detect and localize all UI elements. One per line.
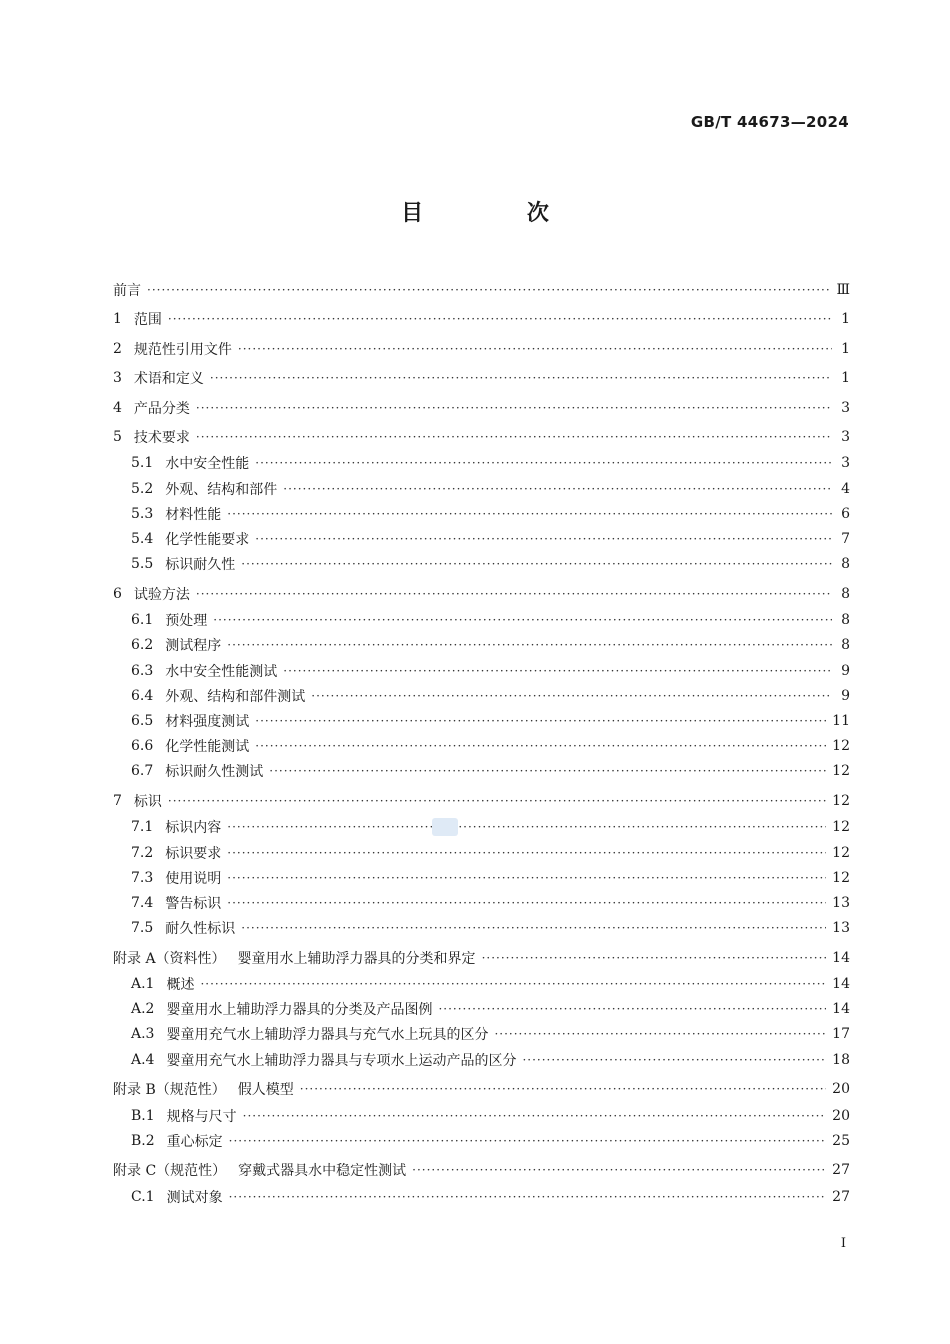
toc-dot-leader <box>196 587 832 601</box>
standard-code: GB/T 44673—2024 <box>690 113 849 131</box>
toc-dot-leader <box>438 1002 826 1016</box>
toc-entry-title: 试验方法 <box>133 587 190 603</box>
toc-dot-leader <box>482 951 827 965</box>
toc-entry-title: 化学性能要求 <box>165 532 250 548</box>
toc-entry-title: 假人模型 <box>237 1082 294 1098</box>
toc-entry-page: 1 <box>841 341 850 357</box>
toc-entry-title: 外观、结构和部件 <box>165 482 278 498</box>
toc-entry-title: 标识内容 <box>165 820 222 836</box>
toc-entry-number: 1 <box>113 311 122 327</box>
toc-dot-leader <box>227 896 826 910</box>
toc-entry-number: 2 <box>113 341 122 357</box>
toc-entry-number: 5.4 <box>131 531 154 547</box>
toc-entry[interactable] <box>131 528 850 550</box>
toc-entry-title: 技术要求 <box>133 430 190 446</box>
toc-entry-number: 7.4 <box>131 895 154 911</box>
toc-entry-title: 穿戴式器具水中稳定性测试 <box>238 1163 407 1179</box>
toc-entry-title: 水中安全性能 <box>165 456 250 472</box>
toc-entry-number: 3 <box>113 370 122 386</box>
toc-entry-number: C.1 <box>131 1189 155 1205</box>
watermark-logo <box>432 818 458 836</box>
toc-entry[interactable] <box>131 478 850 500</box>
toc-dot-leader <box>243 1109 827 1123</box>
toc-entry-title: 范围 <box>133 312 162 328</box>
toc-entry[interactable] <box>113 1159 850 1181</box>
toc-entry-page: 8 <box>841 637 850 653</box>
toc-entry-page: 14 <box>832 1001 850 1017</box>
toc-entry-number: 附录 B（规范性） <box>113 1082 226 1098</box>
toc-entry[interactable] <box>131 917 850 939</box>
toc-dot-leader <box>227 507 832 521</box>
toc-entry[interactable] <box>113 338 850 360</box>
toc-entry-title: 耐久性标识 <box>165 921 236 937</box>
toc-entry-page: 12 <box>832 819 850 835</box>
toc-dot-leader <box>227 871 826 885</box>
toc-entry-page: 8 <box>841 556 850 572</box>
toc-entry-page: 12 <box>832 763 850 779</box>
toc-entry-page: 20 <box>832 1108 850 1124</box>
toc-entry-number: A.3 <box>131 1026 155 1042</box>
toc-dot-leader <box>412 1163 826 1177</box>
toc-entry-page: 9 <box>841 688 850 704</box>
toc-entry[interactable] <box>131 1130 850 1152</box>
toc-dot-leader <box>227 820 826 834</box>
toc-entry[interactable] <box>131 1023 850 1045</box>
toc-dot-leader <box>200 977 826 991</box>
toc-entry-number: 6.5 <box>131 713 154 729</box>
toc-entry-page: 13 <box>832 895 850 911</box>
toc-dot-leader <box>241 921 826 935</box>
toc-entry[interactable] <box>131 609 850 631</box>
toc-entry-number: A.2 <box>131 1001 155 1017</box>
toc-entry-title: 婴童用水上辅助浮力器具的分类及产品图例 <box>166 1002 433 1018</box>
toc-entry-number: B.1 <box>131 1108 155 1124</box>
toc-dot-leader <box>522 1053 826 1067</box>
toc-entry-title: 水中安全性能测试 <box>165 664 278 680</box>
toc-dot-leader <box>283 664 832 678</box>
toc-entry-page: 1 <box>841 311 850 327</box>
toc-entry[interactable] <box>113 947 850 969</box>
toc-dot-leader <box>241 557 832 571</box>
toc-dot-leader <box>238 342 832 356</box>
toc-entry-page: 3 <box>841 400 850 416</box>
toc-entry-title: 外观、结构和部件测试 <box>165 689 306 705</box>
toc-entry-number: 6.1 <box>131 612 154 628</box>
toc-entry-title: 婴童用充气水上辅助浮力器具与专项水上运动产品的区分 <box>166 1053 517 1069</box>
toc-entry-number: 7.3 <box>131 870 154 886</box>
toc-entry[interactable] <box>113 1078 850 1100</box>
toc-entry-title: 测试对象 <box>166 1190 223 1206</box>
toc-dot-leader <box>255 714 826 728</box>
toc-dot-leader <box>255 739 826 753</box>
toc-entry[interactable] <box>131 735 850 757</box>
toc-entry-number: 5.5 <box>131 556 154 572</box>
toc-entry[interactable] <box>113 790 850 812</box>
toc-entry[interactable] <box>131 816 850 838</box>
toc-entry[interactable] <box>131 892 850 914</box>
toc-entry-page: 3 <box>841 429 850 445</box>
toc-entry[interactable] <box>131 452 850 474</box>
toc-entry[interactable] <box>131 1105 850 1127</box>
toc-entry[interactable] <box>113 397 850 419</box>
toc-entry-number: A.1 <box>131 976 155 992</box>
toc-entry-page: 27 <box>832 1189 850 1205</box>
toc-dot-leader <box>227 638 832 652</box>
toc-entry-page: 12 <box>832 738 850 754</box>
toc-dot-leader <box>210 371 832 385</box>
toc-entry-page: 8 <box>841 612 850 628</box>
toc-entry[interactable] <box>113 583 850 605</box>
toc-entry-title: 测试程序 <box>165 638 222 654</box>
toc-entry-title: 标识 <box>133 794 162 810</box>
toc-entry-number: 5.3 <box>131 506 154 522</box>
toc-entry-number: A.4 <box>131 1052 155 1068</box>
toc-dot-leader <box>168 794 826 808</box>
toc-entry-title: 材料性能 <box>165 507 222 523</box>
toc-dot-leader <box>283 482 832 496</box>
toc-entry-number: B.2 <box>131 1133 155 1149</box>
toc-dot-leader <box>196 401 832 415</box>
toc-entry[interactable] <box>113 279 850 301</box>
toc-dot-leader <box>196 430 832 444</box>
toc-entry-title: 使用说明 <box>165 871 222 887</box>
toc-dot-leader <box>255 532 832 546</box>
toc-entry-title: 婴童用充气水上辅助浮力器具与充气水上玩具的区分 <box>166 1027 489 1043</box>
toc-entry[interactable] <box>131 1186 850 1208</box>
page-title: 目 次 <box>401 201 597 226</box>
toc-entry-page: 14 <box>832 950 850 966</box>
toc-entry-page: 6 <box>841 506 850 522</box>
toc-entry-title: 重心标定 <box>166 1134 223 1150</box>
toc-entry-title: 术语和定义 <box>133 371 204 387</box>
toc-entry-page: 27 <box>832 1162 850 1178</box>
toc-entry-page: 25 <box>832 1133 850 1149</box>
toc-dot-leader <box>229 1134 827 1148</box>
toc-entry-page: 14 <box>832 976 850 992</box>
toc-entry-page: 7 <box>841 531 850 547</box>
toc-entry-page: 12 <box>832 793 850 809</box>
toc-entry-number: 7.2 <box>131 845 154 861</box>
toc-entry[interactable] <box>131 685 850 707</box>
toc-entry-page: 13 <box>832 920 850 936</box>
toc-dot-leader <box>227 846 826 860</box>
toc-entry[interactable] <box>131 634 850 656</box>
toc-entry-number: 4 <box>113 400 122 416</box>
toc-entry-page: 4 <box>841 481 850 497</box>
toc-entry-number: 6 <box>113 586 122 602</box>
toc-entry-title: 警告标识 <box>165 896 222 912</box>
toc-entry-page: 12 <box>832 870 850 886</box>
toc-entry-title: 婴童用水上辅助浮力器具的分类和界定 <box>237 951 476 967</box>
toc-entry[interactable] <box>131 710 850 732</box>
toc-dot-leader <box>168 312 832 326</box>
toc-entry-number: 6.4 <box>131 688 154 704</box>
toc-entry[interactable] <box>131 973 850 995</box>
toc-entry-number: 附录 A（资料性） <box>113 951 226 967</box>
toc-dot-leader <box>229 1190 827 1204</box>
toc-entry-title: 材料强度测试 <box>165 714 250 730</box>
toc-entry-number: 7 <box>113 793 122 809</box>
toc-entry-title: 化学性能测试 <box>165 739 250 755</box>
toc-entry-number: 6.3 <box>131 663 154 679</box>
toc-entry-number: 7.5 <box>131 920 154 936</box>
toc-entry[interactable] <box>131 503 850 525</box>
toc-entry-page: Ⅲ <box>836 282 850 298</box>
toc-entry-number: 附录 C（规范性） <box>113 1163 227 1179</box>
toc-entry-number: 6.6 <box>131 738 154 754</box>
toc-entry-number: 6.2 <box>131 637 154 653</box>
toc-entry-title: 标识耐久性 <box>165 557 236 573</box>
toc-entry-number: 6.7 <box>131 763 154 779</box>
toc-entry-title: 产品分类 <box>133 401 190 417</box>
toc-entry[interactable] <box>131 660 850 682</box>
toc-entry-page: 8 <box>841 586 850 602</box>
toc-entry-title: 规格与尺寸 <box>166 1109 237 1125</box>
toc-dot-leader <box>311 689 832 703</box>
toc-entry-page: 18 <box>832 1052 850 1068</box>
toc-entry-number: 5 <box>113 429 122 445</box>
toc-entry[interactable] <box>131 760 850 782</box>
toc-dot-leader <box>269 764 826 778</box>
toc-entry-title: 预处理 <box>165 613 208 629</box>
page-number: I <box>840 1236 846 1251</box>
toc-entry[interactable] <box>113 308 850 330</box>
toc-entry-title: 前言 <box>113 283 141 299</box>
toc-entry-title: 标识要求 <box>165 846 222 862</box>
toc-entry-page: 1 <box>841 370 850 386</box>
toc-entry-page: 17 <box>832 1026 850 1042</box>
toc-entry-page: 11 <box>832 713 850 729</box>
toc-entry-page: 3 <box>841 455 850 471</box>
toc-entry-page: 9 <box>841 663 850 679</box>
toc-entry-number: 5.2 <box>131 481 154 497</box>
toc-entry-title: 规范性引用文件 <box>133 342 232 358</box>
toc-entry-number: 5.1 <box>131 455 154 471</box>
toc-entry[interactable] <box>131 998 850 1020</box>
toc-dot-leader <box>147 283 830 297</box>
toc-entry[interactable] <box>131 867 850 889</box>
toc-dot-leader <box>213 613 832 627</box>
toc-dot-leader <box>494 1027 826 1041</box>
toc-entry-title: 标识耐久性测试 <box>165 764 264 780</box>
toc-entry[interactable] <box>113 426 850 448</box>
toc-entry-title: 概述 <box>166 977 195 993</box>
toc-entry[interactable] <box>131 842 850 864</box>
toc-entry-page: 20 <box>832 1081 850 1097</box>
toc-dot-leader <box>300 1082 826 1096</box>
toc-entry[interactable] <box>113 367 850 389</box>
toc-entry[interactable] <box>131 553 850 575</box>
toc-entry-page: 12 <box>832 845 850 861</box>
toc-dot-leader <box>255 456 832 470</box>
toc-entry[interactable] <box>131 1049 850 1071</box>
toc-entry-number: 7.1 <box>131 819 154 835</box>
